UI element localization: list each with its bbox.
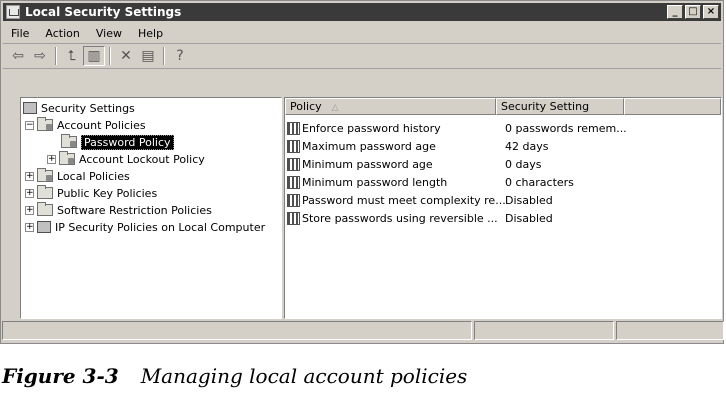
policy-setting: 0 days [505,157,542,171]
sort-ascending-icon: △ [331,103,339,113]
help-icon[interactable]: ? [176,48,184,64]
policy-icon [287,212,300,225]
tree-item-software-restriction-policies[interactable] [25,202,212,218]
policy-icon [287,158,300,171]
forward-icon[interactable]: ⇨ [34,48,46,64]
tree-item-account-policies[interactable] [25,117,146,133]
console-tree [20,97,282,319]
status-bar [2,321,724,340]
figure-caption-text: Managing local account policies [140,364,468,388]
menu-action[interactable]: Action [45,26,80,40]
policy-icon [287,122,300,135]
ip-security-icon [37,221,51,233]
column-header-empty [624,98,721,115]
status-pane-secondary [474,321,614,340]
tree-item-label: Password Policy [81,135,174,150]
toolbar-separator [55,47,57,65]
table-row[interactable] [287,155,542,173]
policy-folder-icon [59,153,75,165]
security-settings-icon [23,102,37,114]
column-header-label: Security Setting [501,100,590,113]
tree-item-label: Account Lockout Policy [79,152,205,166]
policy-list [284,97,722,319]
policy-name: Store passwords using reversible ... [302,211,498,225]
folder-icon [37,204,53,216]
table-row[interactable] [287,191,553,209]
policy-setting: 42 days [505,139,549,153]
menu-view[interactable]: View [95,26,122,40]
toolbar-separator [163,47,165,65]
tree-item-label: Public Key Policies [57,186,158,200]
tree-item-label: Security Settings [41,101,135,115]
toolbar [3,44,721,69]
collapse-icon[interactable]: − [26,119,34,130]
policy-folder-icon [61,136,77,148]
up-level-icon[interactable]: ⮤ [67,48,77,64]
toolbar-separator [109,47,111,65]
policy-name: Minimum password length [302,175,448,189]
policy-name: Password must meet complexity re... [302,193,506,207]
figure-label: Figure 3-3 [2,364,119,388]
status-pane-main [2,321,472,340]
column-header-policy[interactable] [285,98,496,115]
table-row[interactable] [287,119,627,137]
policy-setting: Disabled [505,211,553,225]
expand-icon[interactable]: + [26,187,34,198]
title-bar[interactable] [3,3,721,21]
expand-icon[interactable]: + [26,204,34,215]
policy-setting: 0 characters [505,175,574,189]
column-header-security-setting[interactable] [496,98,624,115]
maximize-button[interactable]: □ [685,5,701,19]
policy-folder-icon [37,170,53,182]
tree-item-label: IP Security Policies on Local Computer [55,220,266,234]
policy-name: Maximum password age [302,139,436,153]
table-row[interactable] [287,173,574,191]
tree-item-ip-security-policies[interactable] [25,219,265,235]
tree-item-password-policy[interactable] [61,134,174,150]
minimize-button[interactable]: _ [667,5,683,19]
back-icon[interactable]: ⇦ [12,48,24,64]
expand-icon[interactable]: + [26,170,34,181]
menu-bar [3,23,721,44]
app-icon [6,5,20,19]
column-header-label: Policy [290,100,322,113]
policy-setting: Disabled [505,193,553,207]
menu-help[interactable]: Help [137,26,164,40]
table-row[interactable] [287,209,553,227]
window-title: Local Security Settings [25,5,182,19]
table-row[interactable] [287,137,549,155]
tree-item-account-lockout-policy[interactable] [47,151,205,167]
list-header [285,98,721,115]
policy-icon [287,194,300,207]
figure-caption [2,364,467,388]
policy-setting: 0 passwords remem... [505,121,627,135]
show-hide-tree-icon[interactable]: ▥ [83,46,105,66]
tree-item-security-settings[interactable] [23,100,135,116]
tree-item-local-policies[interactable] [25,168,130,184]
close-button[interactable]: × [703,5,719,19]
folder-icon [37,187,53,199]
expand-icon[interactable]: + [48,153,56,164]
menu-file[interactable]: File [11,26,30,40]
expand-icon[interactable]: + [26,221,34,232]
delete-icon[interactable]: ✕ [120,48,132,64]
policy-name: Minimum password age [302,157,433,171]
tree-item-label: Account Policies [57,118,146,132]
policy-name: Enforce password history [302,121,441,135]
policy-icon [287,176,300,189]
tree-item-public-key-policies[interactable] [25,185,157,201]
tree-item-label: Software Restriction Policies [57,203,212,217]
tree-item-label: Local Policies [57,169,130,183]
export-list-icon[interactable]: ▤ [141,48,155,64]
policy-icon [287,140,300,153]
status-pane-tertiary [616,321,724,340]
policy-folder-icon [37,119,53,131]
